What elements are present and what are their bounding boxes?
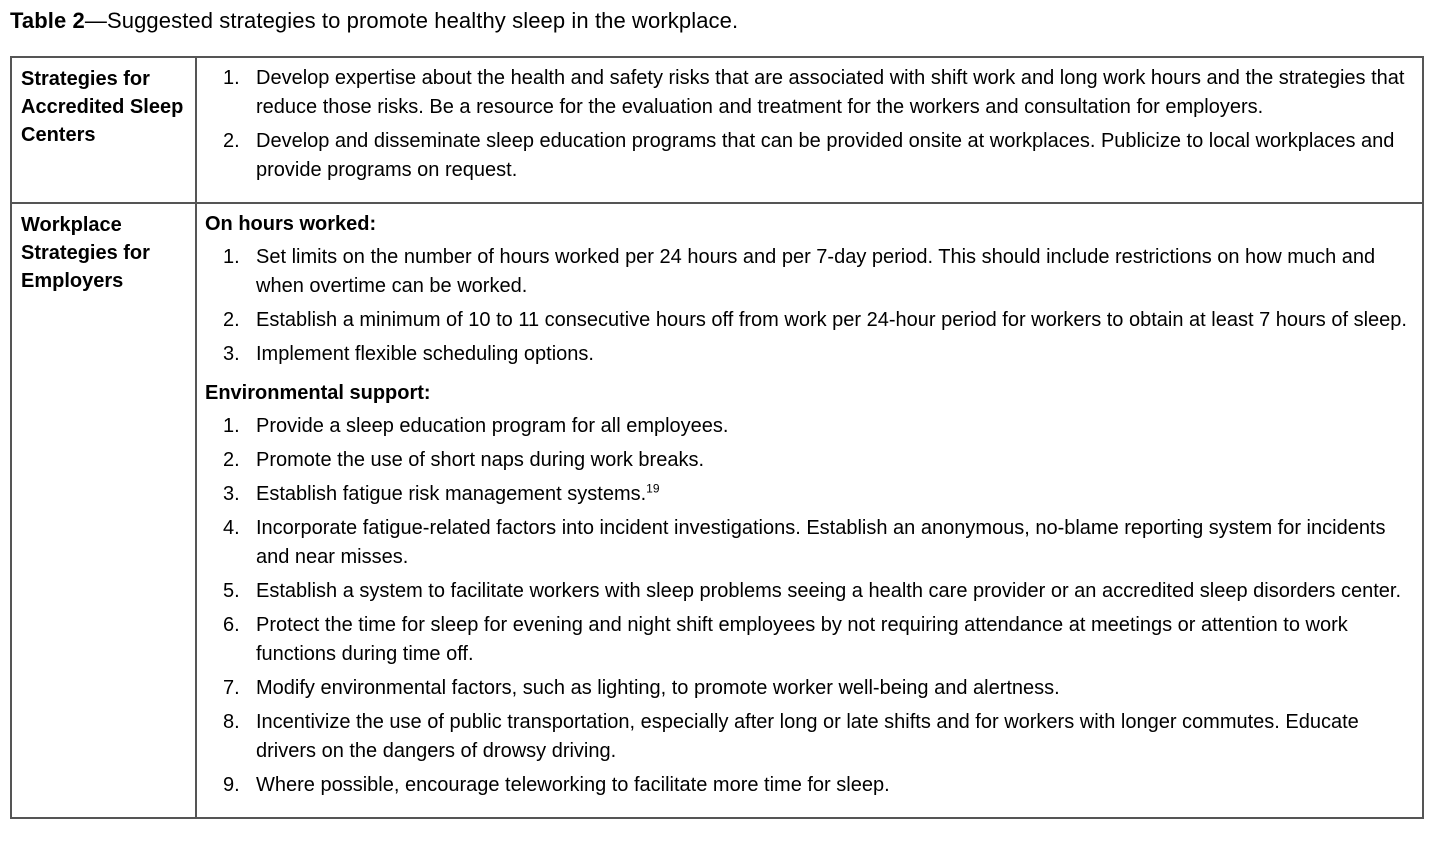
list-item-number: 5. bbox=[223, 580, 240, 602]
list-item-text: Where possible, encourage teleworking to facilitate more time for sleep. bbox=[256, 774, 890, 796]
list-item-number: 2. bbox=[223, 449, 240, 471]
list-item bbox=[223, 577, 1416, 606]
list-item-number: 8. bbox=[223, 711, 240, 733]
section-heading: On hours worked: bbox=[205, 213, 377, 235]
row-header: Workplace Strategies for Employers bbox=[11, 203, 196, 818]
row-content bbox=[196, 57, 1423, 203]
list-item-text: Promote the use of short naps during work breaks. bbox=[256, 449, 705, 471]
reference-superscript: 19 bbox=[646, 481, 660, 496]
list-item bbox=[223, 708, 1416, 766]
list-item bbox=[223, 340, 1416, 369]
list-item-text: Establish a minimum of 10 to 11 consecutive hours off from work per 24-hour period for workers to obtain at least 7 hours of sleep. bbox=[256, 309, 1407, 331]
list-item-text: Establish fatigue risk management systems.$^{19}$ bbox=[256, 481, 660, 505]
list-item bbox=[223, 412, 1416, 441]
list-item bbox=[223, 514, 1416, 572]
table-body bbox=[11, 57, 1423, 818]
strategies-table bbox=[10, 56, 1424, 819]
list-item-text: Protect the time for sleep for evening and night shift employees by not requiring attendance at meetings or attention to work functions during time off. bbox=[256, 614, 1348, 665]
list-item bbox=[223, 480, 1416, 509]
list-item-text: Modify environmental factors, such as lighting, to promote worker well-being and alertness. bbox=[256, 677, 1060, 699]
list-item bbox=[223, 64, 1416, 122]
ordered-list bbox=[205, 243, 1416, 369]
list-item-number: 2. bbox=[223, 309, 240, 331]
list-item-text: Implement flexible scheduling options. bbox=[256, 343, 594, 365]
list-item bbox=[223, 771, 1416, 800]
list-item bbox=[223, 446, 1416, 475]
table-caption-text: —Suggested strategies to promote healthy sleep in the workplace. bbox=[84, 8, 739, 33]
list-item-number: 1. bbox=[223, 246, 240, 268]
table-caption-label: Table 2 bbox=[10, 8, 85, 33]
list-item bbox=[223, 243, 1416, 301]
list-item-number: 9. bbox=[223, 774, 240, 796]
list-item-number: 4. bbox=[223, 517, 240, 539]
ordered-list bbox=[205, 64, 1416, 185]
table-row bbox=[11, 57, 1423, 203]
list-item-text: Develop and disseminate sleep education programs that can be provided onsite at workplaces. Publicize to local workplaces and provide programs on request. bbox=[256, 130, 1395, 181]
ordered-list bbox=[205, 412, 1416, 800]
list-item-number: 6. bbox=[223, 614, 240, 636]
list-item-text: Incentivize the use of public transportation, especially after long or late shifts and for workers with longer commutes. Educate drivers on the dangers of drowsy driving. bbox=[256, 711, 1359, 762]
row-content bbox=[196, 203, 1423, 818]
list-item-number: 2. bbox=[223, 130, 240, 152]
table-row bbox=[11, 203, 1423, 818]
list-item-text: Establish a system to facilitate workers with sleep problems seeing a health care provider or an accredited sleep disorders center. bbox=[256, 580, 1402, 602]
list-item bbox=[223, 674, 1416, 703]
row-header: Strategies for Accredited Sleep Centers bbox=[11, 57, 196, 203]
list-item-number: 7. bbox=[223, 677, 240, 699]
list-item-text: Provide a sleep education program for all employees. bbox=[256, 415, 729, 437]
list-item bbox=[223, 611, 1416, 669]
list-item-number: 3. bbox=[223, 343, 240, 365]
list-item bbox=[223, 127, 1416, 185]
table-caption bbox=[10, 5, 1428, 35]
section-heading: Environmental support: bbox=[205, 382, 431, 404]
list-item-number: 1. bbox=[223, 67, 240, 89]
list-item-number: 1. bbox=[223, 415, 240, 437]
list-item-text: Set limits on the number of hours worked per 24 hours and per 7-day period. This should include restrictions on how much and when overtime can be worked. bbox=[256, 246, 1376, 297]
list-item-text: Incorporate fatigue-related factors into incident investigations. Establish an anonymous, no-blame reporting system for incidents and near misses. bbox=[256, 517, 1386, 568]
list-item-text: Develop expertise about the health and safety risks that are associated with shift work and long work hours and the strategies that reduce those risks. Be a resource for the evaluation and treatment for the workers and consultation for employers. bbox=[256, 67, 1405, 118]
list-item bbox=[223, 306, 1416, 335]
list-item-number: 3. bbox=[223, 483, 240, 505]
